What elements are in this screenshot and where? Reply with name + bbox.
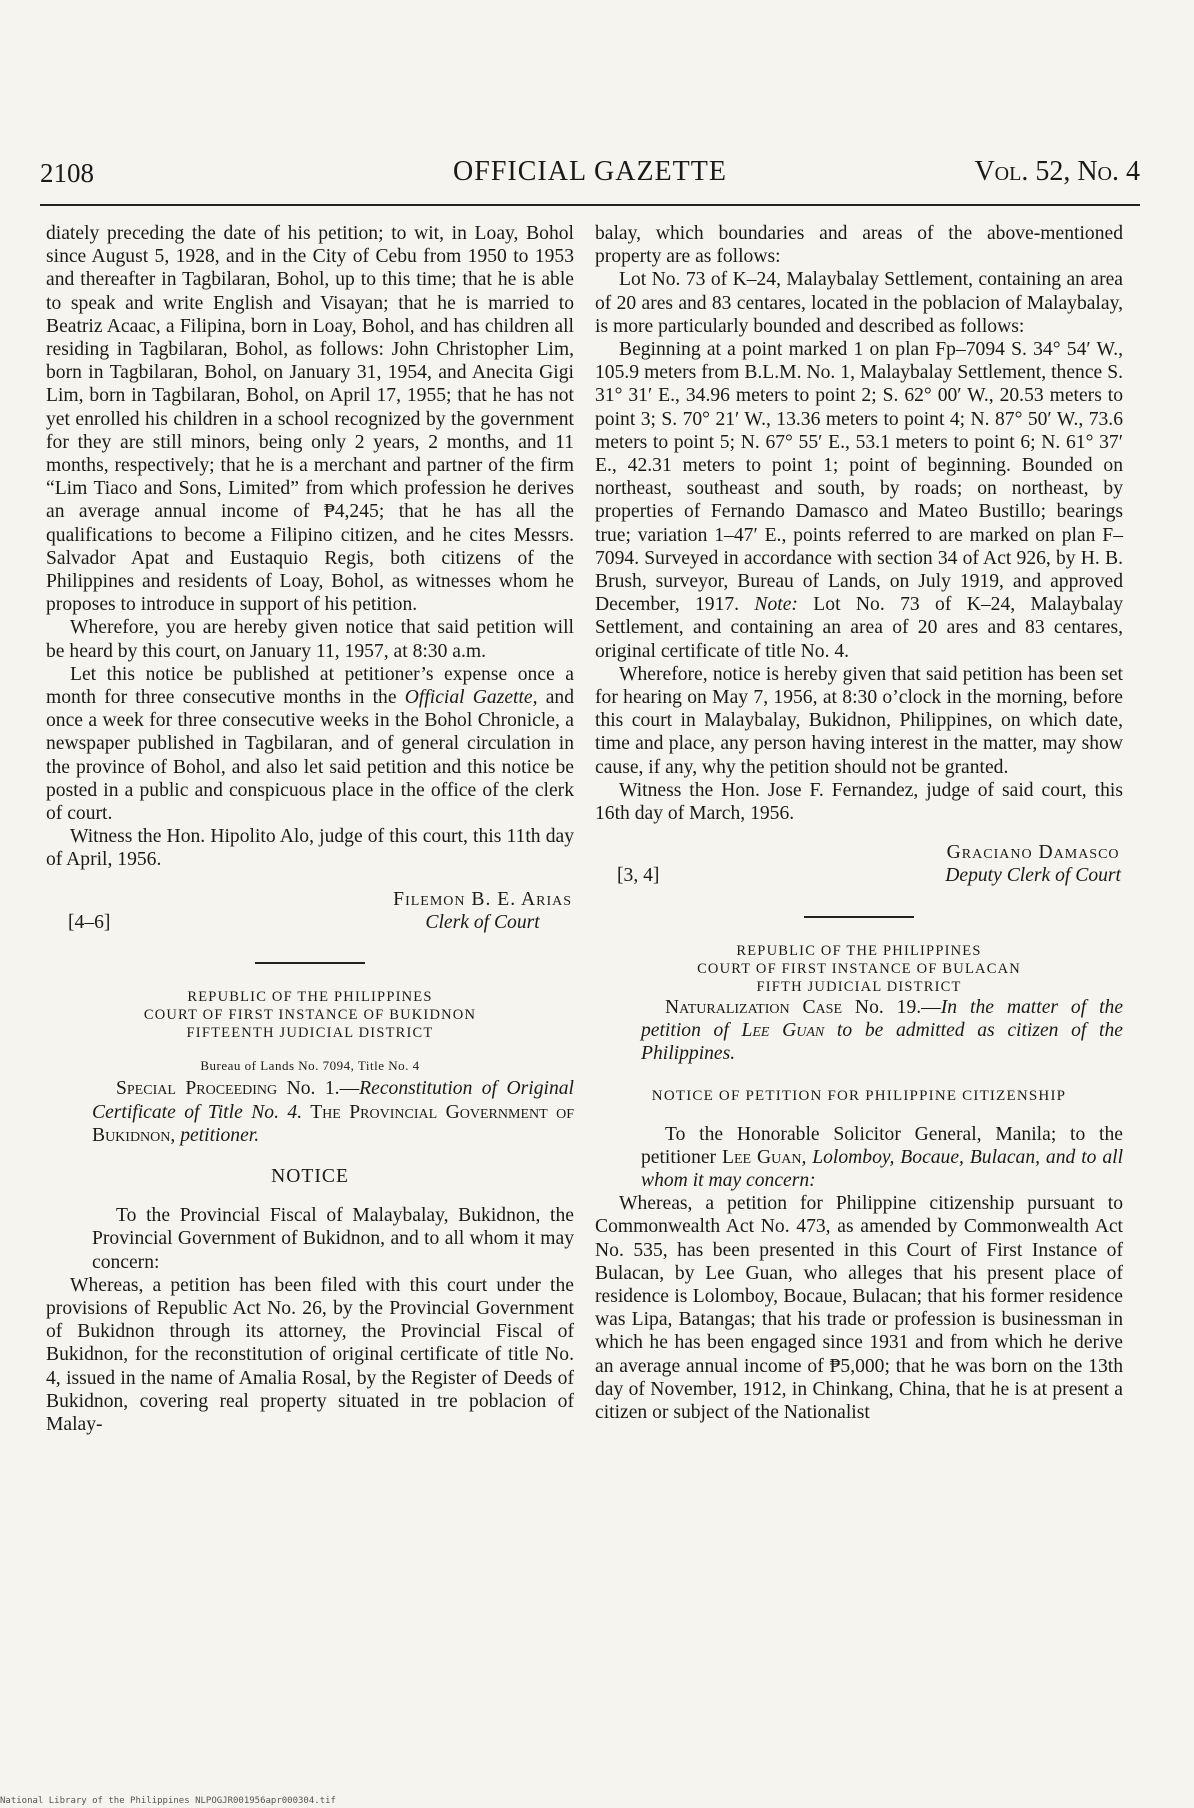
signatory-title: Deputy Clerk of Court [945,865,1121,887]
court-line: REPUBLIC OF THE PHILIPPINES [187,989,433,1006]
caption-subject: to be admitted as citizen of the Philippines. [641,1019,1123,1065]
property-intro: balay, which boundaries and areas of the above-mentioned property are as follows: [595,223,1123,268]
signatory-name: Filemon B. E. Arias [393,888,572,910]
court-heading [46,988,574,1042]
right-column [595,222,1123,1424]
text-run: Lot No. 73 of K–24, Malaybalay Settlement, and containing an area of 20 ares and 83 centares, original certificate of title No. 4. [595,594,1123,662]
signatory-name: Graciano Damasco [946,842,1120,864]
court-line: COURT OF FIRST INSTANCE OF BULACAN [697,960,1021,977]
witness-clause: Witness the Hon. Hipolito Alo, judge of this court, this 11th day of April, 1956. [46,826,574,871]
caption-number: No. 1.— [277,1078,360,1100]
text-run: Let this notice be published at petitioner’s expense once a month for three consecutive months in the [46,663,574,709]
hearing-notice: Wherefore, notice is hereby given that said petition has been set for hearing on May 7, 1956, at 8:30 o’clock in the morning, before this court in Malaybalay, Bukidnon, Philippines, on which date, time and place, any person having interest in the matter, may show cause, if any, why the petition should not be granted. [595,663,1123,778]
petition-continuation: diately preceding the date of his petition; to wit, in Loay, Bohol since August 5, 1928, and in the City of Cebu from 1950 to 1953 and thereafter in Tagbilaran, Bohol, up to this time; that he is able to speak and write English and Visayan; that he is married to Beatriz Acaac, a Filipina, born in Loay, Bohol, and has children all residing in Tagbilaran, Bohol, as follows: John Christopher Lim, born in Tagbilaran, Bohol, on January 31, 1954, and Anecita Gigi Lim, born in Tagbilaran, Bohol, on April 17, 1955; that he has not yet enrolled his children in a school recognized by the government for they are still minors, being only 2 years, 2 months, and 11 months, respectively; that he is a merchant and partner of the firm “Lim Tiaco and Sons, Limited” from which profession he derives an average annual income of ₱4,245; that he has all the qualifications to become a Filipino citizen, and he cites Messrs. Salvador Apat and Eustaquio Regis, both citizens of the Philippines and residents of Loay, Bohol, as witnesses whom he proposes to introduce in support of his petition. [46,223,574,616]
caption-party: The Provincial Government of Bukidnon, [92,1101,574,1146]
case-caption [46,1077,574,1147]
note-label: Note: [754,594,798,616]
caption-number: No. 19.— [842,996,941,1018]
notice-address [595,1123,1123,1193]
text-run: To the Honorable Solicitor General, Manila; to the petitioner [641,1123,1123,1168]
text-run: Beginning at a point marked 1 on plan Fp–7094 S. 34° 54′ W., 105.9 meters from B.L.M. No. 1, Malaybalay Settlement, thence S. 31° 31′ E., 34.96 meters to point 2; S. 62° 00′ W., 20.53 meters to point 3; S. 70° 21′ W., 13.36 meters to point 4; N. 87° 50′ W., 73.6 meters to point 5; N. 67° 55′ E., 53.1 meters to point 6; N. 61° 37′ E., 42.31 meters to point 1; point of beginning. Bounded on northeast, southeast and south, by roads; on northeast, by properties of Fernando Damasco and Mateo Bustillo; bearings true; variation 1–47′ E., points referred to are marked on plan F–7094. Surveyed in accordance with section 34 of Act 926, by H. B. Brush, surveyor, Bureau of Lands, on July 1919, and approved December, 1917. [595,339,1123,616]
page-header [40,152,1140,192]
caption-subject: Reconstitution of Original Certificate of Title No. 4. [92,1078,574,1123]
issue-reference: [3, 4] [617,865,660,887]
gazette-reference: Official Gazette, [404,687,538,709]
caption-subject: In the matter of the petition of [641,996,1124,1041]
notice-address: To the Provincial Fiscal of Malaybalay, Bukidnon, the Provincial Government of Bukidnon, and to all whom it may concern: [92,1205,574,1273]
hearing-notice: Wherefore, you are hereby given notice that said petition will be heard by this court, on January 11, 1957, at 8:30 a.m. [46,617,574,662]
case-caption [595,996,1123,1066]
technical-description [595,338,1123,663]
notice-heading: NOTICE OF PETITION FOR PHILIPPINE CITIZENSHIP [651,1088,1067,1105]
text-run: , Lolomboy, Bocaue, Bulacan, and to all whom it may concern: [641,1146,1124,1191]
petitioner-name: Lee Guan [741,1019,825,1041]
scan-footer: National Library of the Philippines NLPOGJR001956apr000304.tif [0,1796,336,1806]
publication-order [46,663,574,825]
notice-heading: NOTICE [271,1165,349,1187]
left-column [46,222,574,1436]
caption-label: Special Proceeding [116,1078,278,1100]
lot-description: Lot No. 73 of K–24, Malaybalay Settlement, containing an area of 20 ares and 83 centares, located in the poblacion of Malaybalay, is more particularly bounded and described as follows: [595,269,1123,337]
signature-block [46,888,574,934]
page-number: 2108 [40,158,94,188]
signatory-title: Clerk of Court [425,911,540,933]
witness-clause: Witness the Hon. Jose F. Fernandez, judge of said court, this 16th day of March, 1956. [595,779,1123,825]
volume-number: Vol. 52, No. 4 [974,156,1140,187]
section-divider [255,962,365,964]
bureau-reference: Bureau of Lands No. 7094, Title No. 4 [200,1058,420,1074]
petition-body: Whereas, a petition has been filed with this court under the provisions of Republic Act No. 26, by the Provincial Government of Bukidnon through its attorney, the Provincial Fiscal of Bukidnon, for the reconstitution of original certificate of title No. 4, issued in the name of Amalia Rosal, by the Register of Deeds of Bukidnon, covering real property situated in tre poblacion of Malay- [46,1274,574,1435]
court-line: FIFTEENTH JUDICIAL DISTRICT [186,1025,434,1042]
text-run: and once a week for three consecutive weeks in the Bohol Chronicle, a newspaper published in Tagbilaran, and of general circulation in the province of Bohol, and also let said petition and this notice be posted in a public and conspicuous place in the office of the clerk of court. [46,687,574,825]
issue-reference: [4–6] [68,911,111,933]
petition-body: Whereas, a petition for Philippine citizenship pursuant to Commonwealth Act No. 473, as amended by Commonwealth Act No. 535, has been presented in this Court of First Instance of Bulacan, by Lee Guan, who alleges that his present place of residence is Lolomboy, Bocaue, Bulacan; that his former residence was Lipa, Batangas; that his trade or profession is businessman in which he has been engaged since 1931 and from which he derive an average annual income of ₱5,000; that he was born on the 13th day of November, 1912, in Chinkang, China, that he is at present a citizen or subject of the Nationalist [595,1193,1123,1423]
header-rule [40,204,1140,206]
signatory [393,888,574,934]
section-divider [804,916,914,918]
court-heading [595,942,1123,996]
caption-label: Naturalization Case [665,996,843,1018]
court-line: COURT OF FIRST INSTANCE OF BUKIDNON [143,1007,477,1024]
publication-title: OFFICIAL GAZETTE [453,156,727,187]
signatory [945,841,1123,887]
court-line: REPUBLIC OF THE PHILIPPINES [736,942,982,959]
court-line: FIFTH JUDICIAL DISTRICT [756,978,962,995]
petitioner-name: Lee Guan [721,1146,802,1168]
signature-block [595,841,1123,887]
caption-role: petitioner. [180,1124,260,1146]
